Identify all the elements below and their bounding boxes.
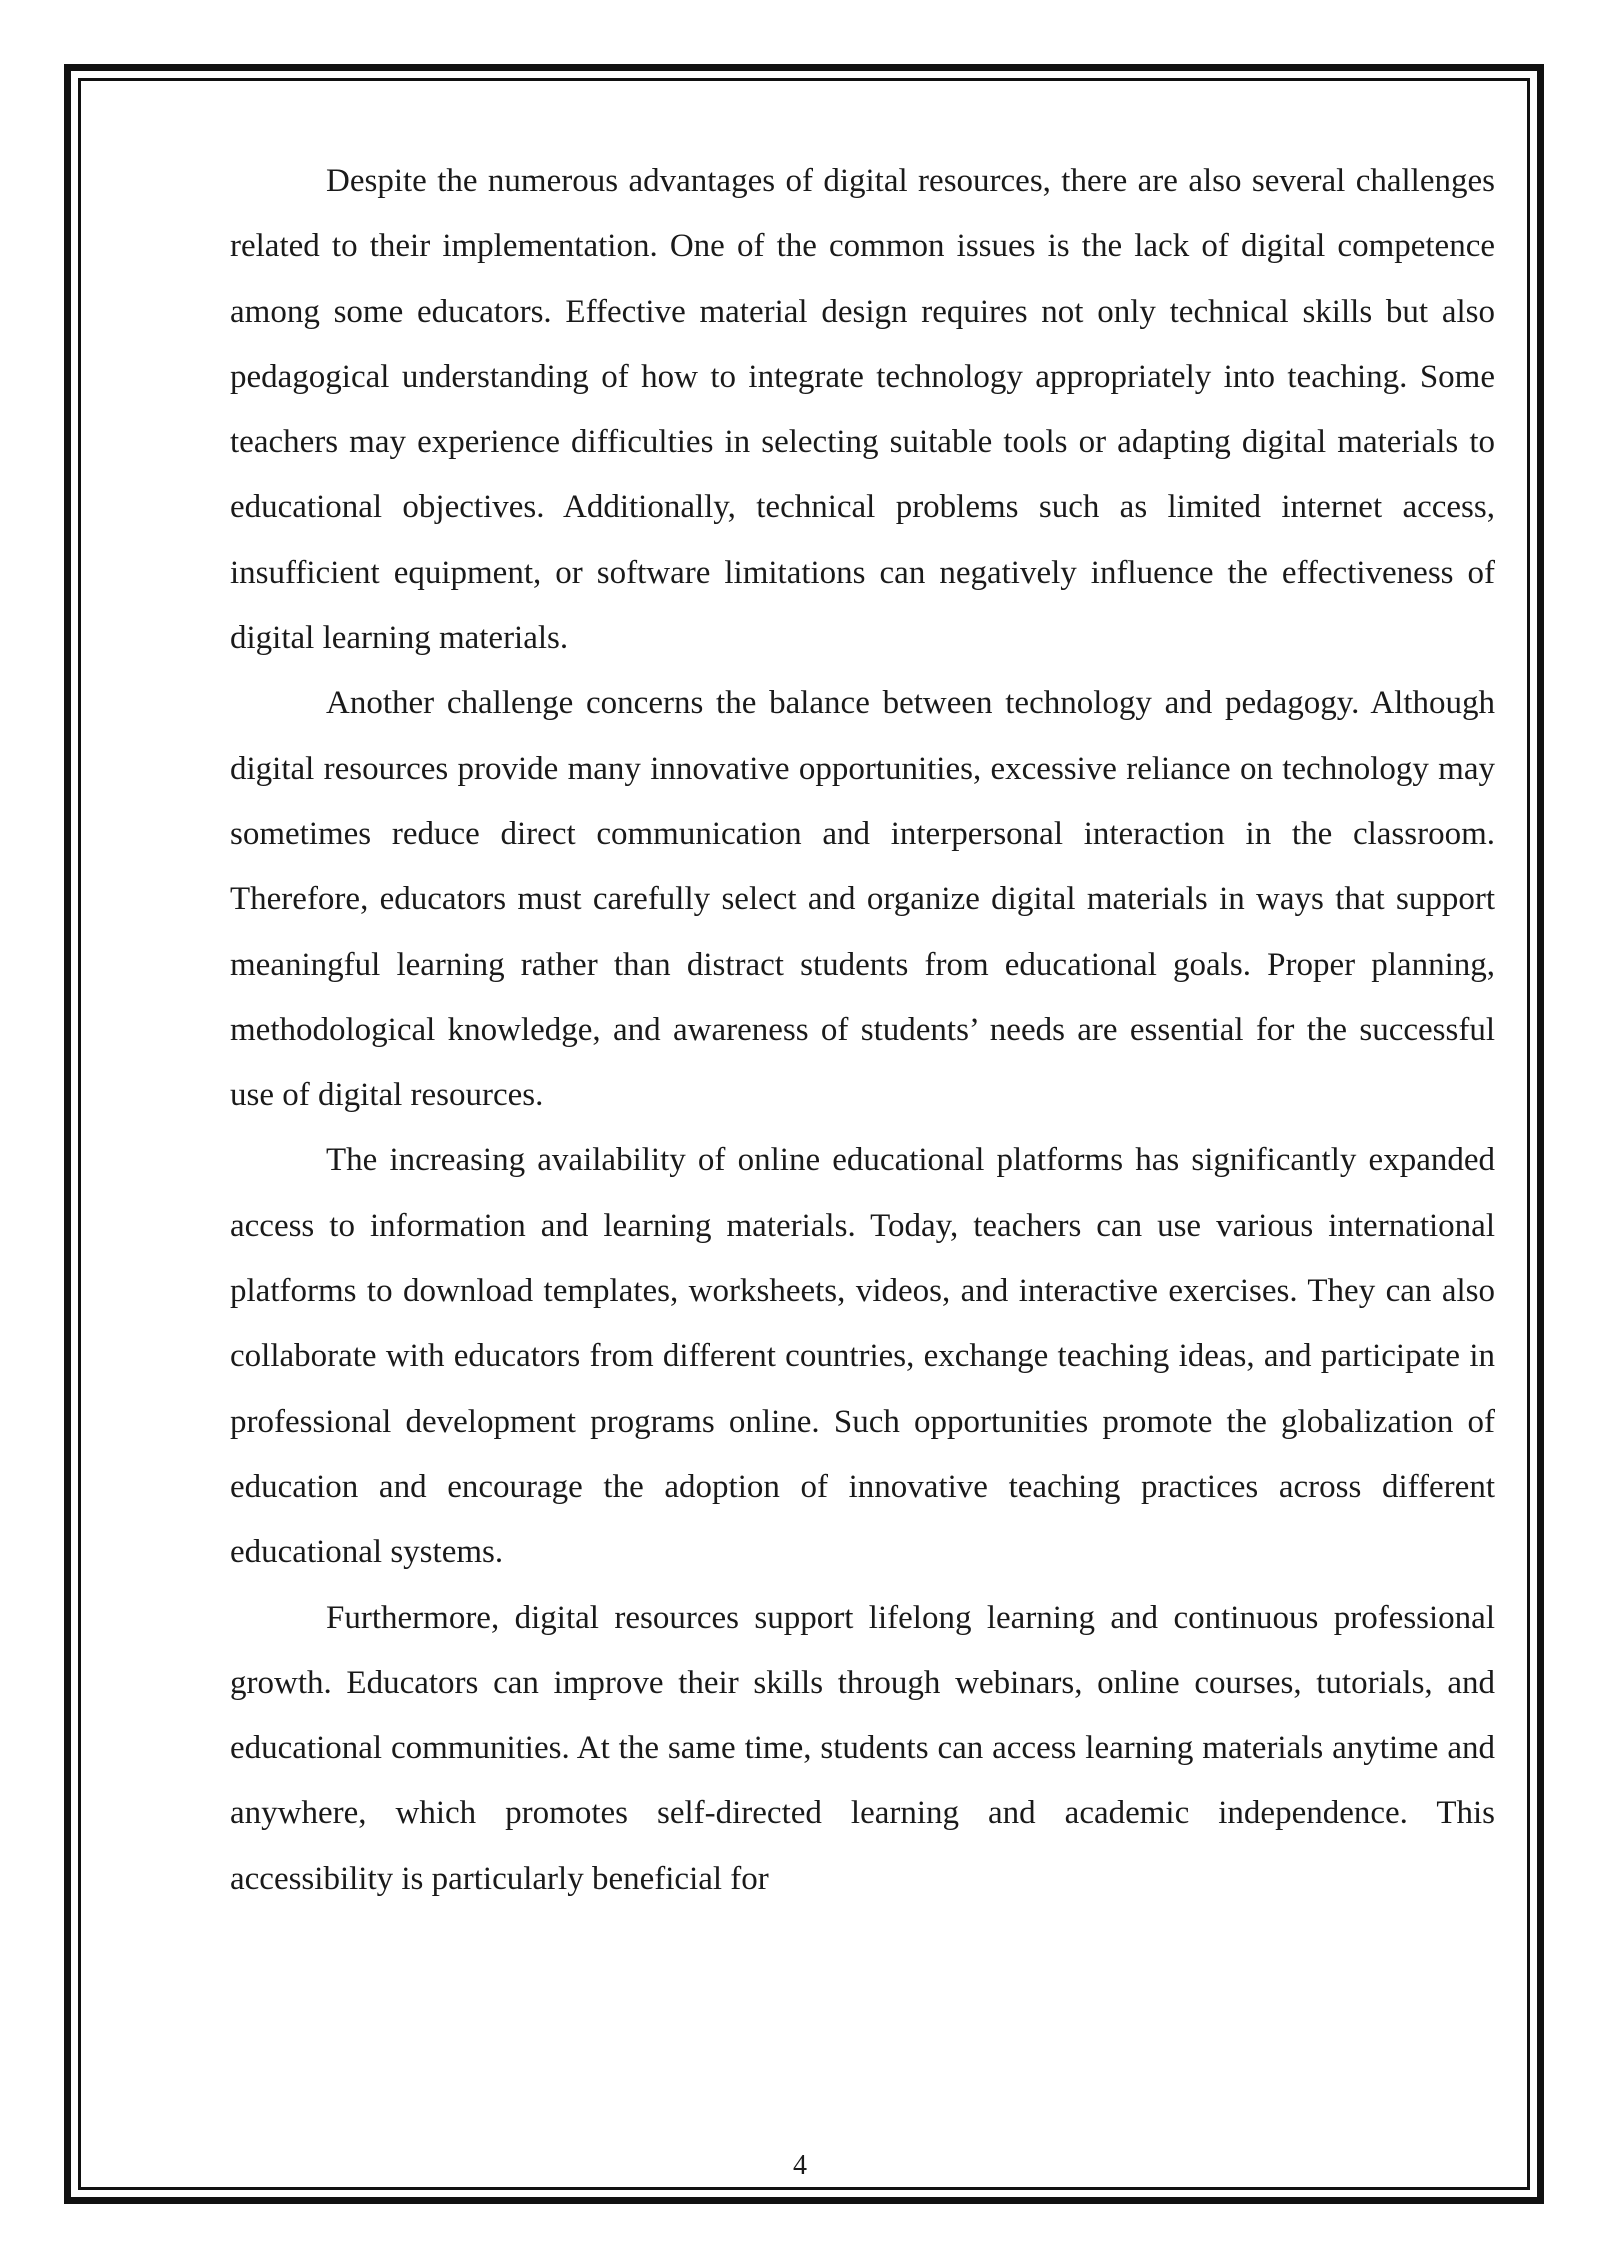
paragraph-3: The increasing availability of online educational platforms has significantly expanded access to information and learning materials. Today, teachers can use various international platforms to download templates, worksheets, videos, and interactive exercises. They can also collaborate with educators from different countries, exchange teaching ideas, and participate in professional development programs online. Such opportunities promote the globalization of education and encourage the adoption of innovative teaching practices across different educational systems. <box>230 1142 1495 1571</box>
body-text <box>230 149 1495 1912</box>
paragraph-2: Another challenge concerns the balance between technology and pedagogy. Although digital resources provide many innovative opportunities, excessive reliance on technology may sometimes reduce direct communication and interpersonal interaction in the classroom. Therefore, educators must carefully select and organize digital materials in ways that support meaningful learning rather than distract students from educational goals. Proper planning, methodological knowledge, and awareness of students’ needs are essential for the successful use of digital resources. <box>230 685 1495 1114</box>
page-number: 4 <box>793 2150 807 2181</box>
paragraph-1: Despite the numerous advantages of digital resources, there are also several challenges related to their implementation. One of the common issues is the lack of digital competence among some educators. Effective material design requires not only technical skills but also pedagogical understanding of how to integrate technology appropriately into teaching. Some teachers may experience difficulties in selecting suitable tools or adapting digital materials to educational objectives. Additionally, technical problems such as limited internet access, insufficient equipment, or software limitations can negatively influence the effectiveness of digital learning materials. <box>230 163 1495 657</box>
paragraph-4: Furthermore, digital resources support lifelong learning and continuous professional growth. Educators can improve their skills through webinars, online courses, tutorials, and educational communities. At the same time, students can access learning materials anytime and anywhere, which promotes self-directed learning and academic independence. This accessibility is particularly beneficial for <box>230 1599 1495 1897</box>
